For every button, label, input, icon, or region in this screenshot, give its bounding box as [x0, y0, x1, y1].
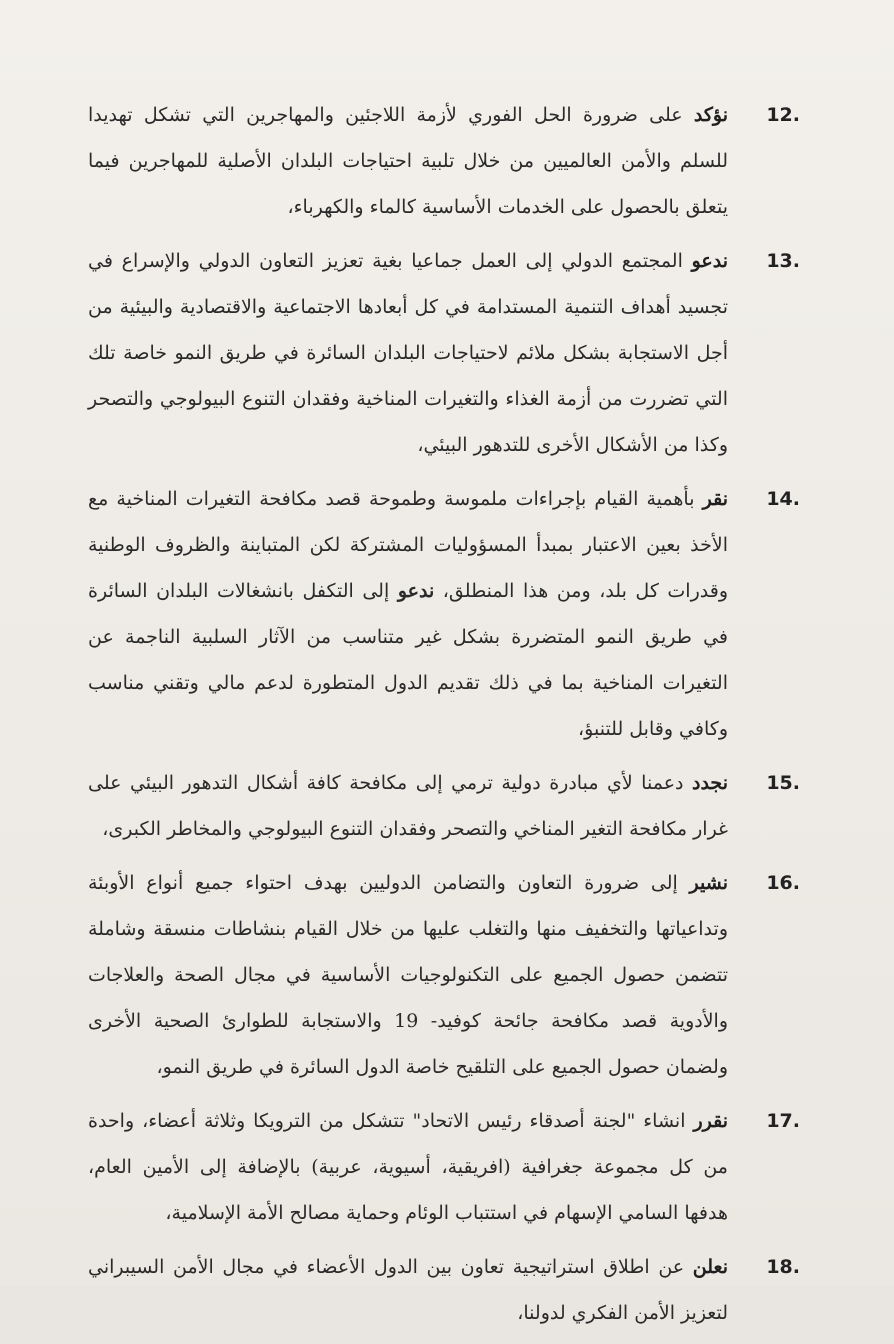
item-number: 18. [766, 1256, 800, 1278]
item-lead-verb: نقرر [693, 1110, 728, 1132]
resolution-list [88, 92, 800, 1344]
item-lead-verb: نشير [689, 872, 728, 894]
item-body [88, 1098, 800, 1236]
resolution-item-14 [88, 476, 800, 752]
item-text-after: إلى التكفل بانشغالات البلدان السائرة في طريق النمو المتضررة بشكل غير متناسب من الآثار السلبية الناجمة عن التغيرات المناخية بما في ذلك تقديم الدول المتطورة لدعم مالي وتقني مناسب وكافي وقابل للتنبؤ، [88, 580, 728, 740]
resolution-item-17 [88, 1098, 800, 1236]
item-lead-verb: نقر [702, 488, 729, 510]
item-body [88, 1244, 800, 1336]
resolution-item-12 [88, 92, 800, 230]
resolution-item-16 [88, 860, 800, 1090]
item-number: 15. [766, 772, 800, 794]
item-body [88, 860, 800, 1090]
item-body [88, 476, 800, 752]
item-text-before: بأهمية القيام بإجراءات ملموسة وطموحة قصد مكافحة التغيرات المناخية مع الأخذ بعين الاعتبار بمبدأ المسؤوليات المشتركة لكن المتباينة والظروف الوطنية وقدرات كل بلد، ومن هذا المنطلق، [88, 488, 728, 602]
item-body [88, 92, 800, 230]
resolution-item-15 [88, 760, 800, 852]
item-number: 14. [766, 488, 800, 510]
item-lead-verb: نعلن [692, 1256, 728, 1278]
item-number: 17. [766, 1110, 800, 1132]
item-lead-verb: ندعو [691, 250, 728, 272]
item-number: 16. [766, 872, 800, 894]
item-text: إلى ضرورة التعاون والتضامن الدوليين بهدف احتواء جميع أنواع الأوبئة وتداعياتها والتخفيف منها والتغلب عليها من خلال القيام بنشاطات منسقة وشاملة تتضمن حصول الجميع على التكنولوجيات الأساسية في مجال الصحة والعلاجات والأدوية قصد مكافحة جائحة كوفيد- 19 والاستجابة للطوارئ الصحية الأخرى ولضمان حصول الجميع على التلقيح خاصة الدول السائرة في طريق النمو، [88, 872, 728, 1078]
item-emphasis: ندعو [397, 580, 435, 602]
item-text: عن اطلاق استراتيجية تعاون بين الدول الأعضاء في مجال الأمن السيبراني لتعزيز الأمن الفكري لدولنا، [88, 1256, 728, 1324]
item-text: دعمنا لأي مبادرة دولية ترمي إلى مكافحة كافة أشكال التدهور البيئي على غرار مكافحة التغير المناخي والتصحر وفقدان التنوع البيولوجي والمخاطر الكبرى، [88, 772, 728, 840]
item-lead-verb: نؤكد [693, 104, 729, 126]
item-text: المجتمع الدولي إلى العمل جماعيا بغية تعزيز التعاون الدولي والإسراع في تجسيد أهداف التنمية المستدامة في كل أبعادها الاجتماعية والاقتصادية والبيئية من أجل الاستجابة بشكل ملائم لاحتياجات البلدان السائرة في طريق النمو خاصة تلك التي تضررت من أزمة الغذاء والتغيرات المناخية وفقدان التنوع البيولوجي والتصحر وكذا من الأشكال الأخرى للتدهور البيئي، [88, 250, 728, 456]
resolution-item-18 [88, 1244, 800, 1336]
item-number: 13. [766, 250, 800, 272]
item-text: على ضرورة الحل الفوري لأزمة اللاجئين والمهاجرين التي تشكل تهديدا للسلم والأمن العالميين من خلال تلبية احتياجات البلدان الأصلية للمهاجرين فيما يتعلق بالحصول على الخدمات الأساسية كالماء والكهرباء، [88, 104, 728, 218]
item-lead-verb: نجدد [692, 772, 728, 794]
item-body [88, 760, 800, 852]
item-body [88, 238, 800, 468]
item-number: 12. [766, 104, 800, 126]
resolution-item-13 [88, 238, 800, 468]
item-text: انشاء "لجنة أصدقاء رئيس الاتحاد" تتشكل من الترويكا وثلاثة أعضاء، واحدة من كل مجموعة جغرافية (افريقية، أسيوية، عربية) بالإضافة إلى الأمين العام، هدفها السامي الإسهام في استتباب الوئام وحماية مصالح الأمة الإسلامية، [88, 1110, 728, 1224]
